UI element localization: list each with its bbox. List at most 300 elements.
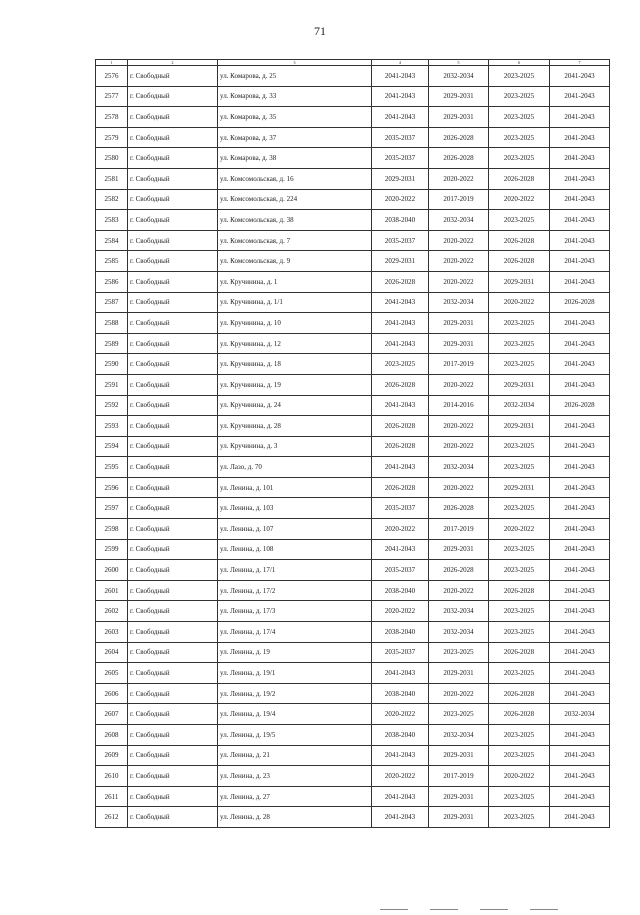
cell-address: ул. Кручинина, д. 1/1 bbox=[218, 292, 372, 313]
cell-address: ул. Кручинина, д. 19 bbox=[218, 374, 372, 395]
cell-row-number: 2584 bbox=[96, 230, 128, 251]
cell-period-col5: 2032-2034 bbox=[429, 622, 489, 643]
cell-period-col5: 2029-2031 bbox=[429, 107, 489, 128]
cell-address: ул. Лазо, д. 70 bbox=[218, 457, 372, 478]
cell-settlement: г. Свободный bbox=[128, 601, 218, 622]
cell-period-col6: 2023-2025 bbox=[489, 354, 550, 375]
cell-address: ул. Ленина, д. 19/4 bbox=[218, 704, 372, 725]
cell-settlement: г. Свободный bbox=[128, 807, 218, 828]
table-row bbox=[96, 725, 610, 746]
cell-row-number: 2599 bbox=[96, 539, 128, 560]
cell-period-col4: 2026-2028 bbox=[372, 374, 429, 395]
cell-address: ул. Ленина, д. 19 bbox=[218, 642, 372, 663]
cell-settlement: г. Свободный bbox=[128, 745, 218, 766]
cell-row-number: 2583 bbox=[96, 210, 128, 231]
cell-period-col5: 2020-2022 bbox=[429, 580, 489, 601]
cell-address: ул. Комсомольская, д. 224 bbox=[218, 189, 372, 210]
cell-period-col6: 2026-2028 bbox=[489, 230, 550, 251]
cell-settlement: г. Свободный bbox=[128, 148, 218, 169]
cell-settlement: г. Свободный bbox=[128, 704, 218, 725]
cell-period-col5: 2032-2034 bbox=[429, 601, 489, 622]
cell-address: ул. Кручинина, д. 18 bbox=[218, 354, 372, 375]
table-row bbox=[96, 292, 610, 313]
cell-period-col7: 2041-2043 bbox=[550, 601, 610, 622]
table-row bbox=[96, 601, 610, 622]
cell-period-col6: 2023-2025 bbox=[489, 498, 550, 519]
cell-settlement: г. Свободный bbox=[128, 498, 218, 519]
cell-period-col5: 2020-2022 bbox=[429, 230, 489, 251]
cell-row-number: 2595 bbox=[96, 457, 128, 478]
cell-row-number: 2579 bbox=[96, 127, 128, 148]
table-row bbox=[96, 560, 610, 581]
cell-address: ул. Ленина, д. 19/2 bbox=[218, 683, 372, 704]
cell-period-col6: 2023-2025 bbox=[489, 107, 550, 128]
cell-period-col6: 2023-2025 bbox=[489, 148, 550, 169]
cell-period-col4: 2020-2022 bbox=[372, 189, 429, 210]
cell-period-col7: 2026-2028 bbox=[550, 395, 610, 416]
cell-period-col5: 2014-2016 bbox=[429, 395, 489, 416]
table-row bbox=[96, 333, 610, 354]
cell-period-col5: 2029-2031 bbox=[429, 313, 489, 334]
cell-period-col4: 2041-2043 bbox=[372, 786, 429, 807]
cell-period-col4: 2038-2040 bbox=[372, 580, 429, 601]
cell-settlement: г. Свободный bbox=[128, 560, 218, 581]
cell-period-col5: 2020-2022 bbox=[429, 168, 489, 189]
cell-period-col4: 2020-2022 bbox=[372, 766, 429, 787]
table-row bbox=[96, 807, 610, 828]
cell-row-number: 2600 bbox=[96, 560, 128, 581]
cell-period-col5: 2017-2019 bbox=[429, 354, 489, 375]
cell-period-col5: 2029-2031 bbox=[429, 745, 489, 766]
table-row bbox=[96, 580, 610, 601]
cell-period-col4: 2020-2022 bbox=[372, 601, 429, 622]
cell-row-number: 2597 bbox=[96, 498, 128, 519]
cell-address: ул. Ленина, д. 23 bbox=[218, 766, 372, 787]
table-row bbox=[96, 127, 610, 148]
cell-settlement: г. Свободный bbox=[128, 127, 218, 148]
cell-period-col5: 2017-2019 bbox=[429, 766, 489, 787]
table-row bbox=[96, 416, 610, 437]
cell-period-col6: 2023-2025 bbox=[489, 786, 550, 807]
cell-address: ул. Комарова, д. 25 bbox=[218, 66, 372, 87]
cell-period-col6: 2023-2025 bbox=[489, 745, 550, 766]
cell-period-col5: 2029-2031 bbox=[429, 663, 489, 684]
cell-period-col4: 2041-2043 bbox=[372, 395, 429, 416]
table-row bbox=[96, 766, 610, 787]
cell-period-col6: 2026-2028 bbox=[489, 704, 550, 725]
column-header: 2 bbox=[128, 60, 218, 66]
cell-settlement: г. Свободный bbox=[128, 313, 218, 334]
cell-period-col7: 2032-2034 bbox=[550, 704, 610, 725]
cell-period-col4: 2020-2022 bbox=[372, 704, 429, 725]
cell-period-col6: 2020-2022 bbox=[489, 519, 550, 540]
cell-address: ул. Кручинина, д. 1 bbox=[218, 271, 372, 292]
cell-period-col4: 2026-2028 bbox=[372, 416, 429, 437]
cell-address: ул. Комсомольская, д. 38 bbox=[218, 210, 372, 231]
cell-period-col4: 2035-2037 bbox=[372, 148, 429, 169]
cell-period-col5: 2020-2022 bbox=[429, 271, 489, 292]
cell-period-col7: 2041-2043 bbox=[550, 189, 610, 210]
cell-settlement: г. Свободный bbox=[128, 168, 218, 189]
table-row bbox=[96, 395, 610, 416]
cell-period-col4: 2041-2043 bbox=[372, 663, 429, 684]
cell-period-col6: 2023-2025 bbox=[489, 560, 550, 581]
cell-period-col6: 2023-2025 bbox=[489, 622, 550, 643]
cell-row-number: 2609 bbox=[96, 745, 128, 766]
cell-period-col4: 2035-2037 bbox=[372, 230, 429, 251]
table-row bbox=[96, 86, 610, 107]
cell-period-col5: 2020-2022 bbox=[429, 374, 489, 395]
cell-period-col6: 2029-2031 bbox=[489, 374, 550, 395]
cell-row-number: 2607 bbox=[96, 704, 128, 725]
cell-address: ул. Ленина, д. 19/1 bbox=[218, 663, 372, 684]
cell-address: ул. Ленина, д. 103 bbox=[218, 498, 372, 519]
cell-period-col7: 2041-2043 bbox=[550, 271, 610, 292]
cell-address: ул. Ленина, д. 21 bbox=[218, 745, 372, 766]
cell-period-col7: 2041-2043 bbox=[550, 807, 610, 828]
cell-period-col6: 2023-2025 bbox=[489, 127, 550, 148]
cell-period-col6: 2026-2028 bbox=[489, 683, 550, 704]
table-row bbox=[96, 786, 610, 807]
cell-period-col4: 2041-2043 bbox=[372, 807, 429, 828]
column-header: 1 bbox=[96, 60, 128, 66]
cell-period-col6: 2023-2025 bbox=[489, 725, 550, 746]
cell-period-col7: 2041-2043 bbox=[550, 766, 610, 787]
cell-period-col7: 2041-2043 bbox=[550, 725, 610, 746]
cell-settlement: г. Свободный bbox=[128, 622, 218, 643]
cell-settlement: г. Свободный bbox=[128, 766, 218, 787]
cell-period-col5: 2032-2034 bbox=[429, 292, 489, 313]
cell-period-col5: 2017-2019 bbox=[429, 189, 489, 210]
cell-settlement: г. Свободный bbox=[128, 354, 218, 375]
cell-period-col6: 2023-2025 bbox=[489, 436, 550, 457]
footer-marks bbox=[380, 897, 610, 899]
cell-settlement: г. Свободный bbox=[128, 683, 218, 704]
cell-settlement: г. Свободный bbox=[128, 86, 218, 107]
cell-address: ул. Кручинина, д. 10 bbox=[218, 313, 372, 334]
cell-address: ул. Комарова, д. 33 bbox=[218, 86, 372, 107]
cell-row-number: 2578 bbox=[96, 107, 128, 128]
cell-period-col7: 2041-2043 bbox=[550, 168, 610, 189]
cell-period-col5: 2026-2028 bbox=[429, 560, 489, 581]
cell-period-col4: 2038-2040 bbox=[372, 683, 429, 704]
cell-period-col5: 2026-2028 bbox=[429, 498, 489, 519]
table-row bbox=[96, 539, 610, 560]
cell-address: ул. Ленина, д. 101 bbox=[218, 477, 372, 498]
cell-address: ул. Кручинина, д. 3 bbox=[218, 436, 372, 457]
cell-row-number: 2604 bbox=[96, 642, 128, 663]
cell-period-col7: 2041-2043 bbox=[550, 560, 610, 581]
cell-row-number: 2608 bbox=[96, 725, 128, 746]
table-row bbox=[96, 683, 610, 704]
cell-settlement: г. Свободный bbox=[128, 271, 218, 292]
table-row bbox=[96, 457, 610, 478]
cell-row-number: 2588 bbox=[96, 313, 128, 334]
cell-period-col7: 2041-2043 bbox=[550, 683, 610, 704]
cell-period-col4: 2041-2043 bbox=[372, 539, 429, 560]
cell-period-col4: 2035-2037 bbox=[372, 560, 429, 581]
table-row bbox=[96, 271, 610, 292]
footer-mark bbox=[530, 909, 558, 910]
cell-period-col7: 2041-2043 bbox=[550, 374, 610, 395]
cell-row-number: 2602 bbox=[96, 601, 128, 622]
cell-period-col5: 2032-2034 bbox=[429, 66, 489, 87]
cell-address: ул. Ленина, д. 27 bbox=[218, 786, 372, 807]
cell-period-col7: 2041-2043 bbox=[550, 313, 610, 334]
cell-period-col4: 2035-2037 bbox=[372, 642, 429, 663]
cell-address: ул. Кручинина, д. 24 bbox=[218, 395, 372, 416]
cell-period-col6: 2032-2034 bbox=[489, 395, 550, 416]
cell-period-col6: 2029-2031 bbox=[489, 416, 550, 437]
table-row bbox=[96, 622, 610, 643]
cell-settlement: г. Свободный bbox=[128, 663, 218, 684]
cell-settlement: г. Свободный bbox=[128, 251, 218, 272]
cell-settlement: г. Свободный bbox=[128, 292, 218, 313]
table-row bbox=[96, 498, 610, 519]
cell-period-col7: 2041-2043 bbox=[550, 127, 610, 148]
cell-address: ул. Ленина, д. 107 bbox=[218, 519, 372, 540]
cell-address: ул. Ленина, д. 17/1 bbox=[218, 560, 372, 581]
cell-period-col4: 2038-2040 bbox=[372, 725, 429, 746]
cell-period-col4: 2041-2043 bbox=[372, 66, 429, 87]
cell-row-number: 2581 bbox=[96, 168, 128, 189]
cell-period-col4: 2041-2043 bbox=[372, 86, 429, 107]
cell-period-col6: 2023-2025 bbox=[489, 86, 550, 107]
cell-period-col6: 2023-2025 bbox=[489, 539, 550, 560]
cell-settlement: г. Свободный bbox=[128, 539, 218, 560]
cell-address: ул. Ленина, д. 17/2 bbox=[218, 580, 372, 601]
cell-period-col6: 2026-2028 bbox=[489, 251, 550, 272]
cell-period-col6: 2023-2025 bbox=[489, 66, 550, 87]
cell-row-number: 2591 bbox=[96, 374, 128, 395]
cell-period-col7: 2041-2043 bbox=[550, 333, 610, 354]
cell-row-number: 2593 bbox=[96, 416, 128, 437]
cell-period-col6: 2026-2028 bbox=[489, 168, 550, 189]
cell-period-col7: 2041-2043 bbox=[550, 786, 610, 807]
column-header: 3 bbox=[218, 60, 372, 66]
cell-period-col5: 2032-2034 bbox=[429, 457, 489, 478]
cell-row-number: 2603 bbox=[96, 622, 128, 643]
cell-row-number: 2586 bbox=[96, 271, 128, 292]
cell-period-col5: 2020-2022 bbox=[429, 416, 489, 437]
cell-settlement: г. Свободный bbox=[128, 374, 218, 395]
housing-schedule-table bbox=[95, 59, 610, 828]
table-row bbox=[96, 436, 610, 457]
cell-period-col6: 2026-2028 bbox=[489, 580, 550, 601]
cell-settlement: г. Свободный bbox=[128, 210, 218, 231]
table-row bbox=[96, 663, 610, 684]
cell-period-col7: 2041-2043 bbox=[550, 251, 610, 272]
cell-settlement: г. Свободный bbox=[128, 642, 218, 663]
cell-row-number: 2594 bbox=[96, 436, 128, 457]
cell-row-number: 2585 bbox=[96, 251, 128, 272]
table-body bbox=[96, 60, 610, 828]
cell-period-col7: 2041-2043 bbox=[550, 436, 610, 457]
table-row bbox=[96, 251, 610, 272]
cell-period-col4: 2023-2025 bbox=[372, 354, 429, 375]
cell-row-number: 2582 bbox=[96, 189, 128, 210]
cell-period-col6: 2023-2025 bbox=[489, 807, 550, 828]
cell-row-number: 2592 bbox=[96, 395, 128, 416]
cell-period-col7: 2041-2043 bbox=[550, 663, 610, 684]
cell-period-col6: 2023-2025 bbox=[489, 313, 550, 334]
cell-period-col5: 2023-2025 bbox=[429, 704, 489, 725]
cell-period-col6: 2023-2025 bbox=[489, 601, 550, 622]
column-header: 5 bbox=[429, 60, 489, 66]
cell-row-number: 2587 bbox=[96, 292, 128, 313]
footer-mark bbox=[430, 909, 458, 910]
cell-period-col5: 2032-2034 bbox=[429, 210, 489, 231]
cell-period-col4: 2029-2031 bbox=[372, 168, 429, 189]
table-row bbox=[96, 704, 610, 725]
cell-period-col5: 2029-2031 bbox=[429, 807, 489, 828]
cell-period-col7: 2041-2043 bbox=[550, 580, 610, 601]
cell-period-col7: 2041-2043 bbox=[550, 539, 610, 560]
table-row bbox=[96, 745, 610, 766]
cell-period-col7: 2041-2043 bbox=[550, 519, 610, 540]
cell-address: ул. Ленина, д. 17/4 bbox=[218, 622, 372, 643]
cell-period-col4: 2041-2043 bbox=[372, 333, 429, 354]
cell-period-col6: 2020-2022 bbox=[489, 292, 550, 313]
table-row bbox=[96, 642, 610, 663]
cell-period-col4: 2038-2040 bbox=[372, 210, 429, 231]
cell-period-col7: 2041-2043 bbox=[550, 210, 610, 231]
table-row bbox=[96, 189, 610, 210]
table-row bbox=[96, 374, 610, 395]
cell-settlement: г. Свободный bbox=[128, 66, 218, 87]
cell-period-col7: 2041-2043 bbox=[550, 745, 610, 766]
cell-period-col6: 2020-2022 bbox=[489, 766, 550, 787]
cell-address: ул. Ленина, д. 19/5 bbox=[218, 725, 372, 746]
cell-settlement: г. Свободный bbox=[128, 457, 218, 478]
cell-period-col5: 2020-2022 bbox=[429, 251, 489, 272]
cell-period-col7: 2026-2028 bbox=[550, 292, 610, 313]
cell-row-number: 2611 bbox=[96, 786, 128, 807]
table-row bbox=[96, 354, 610, 375]
cell-period-col4: 2041-2043 bbox=[372, 745, 429, 766]
cell-period-col7: 2041-2043 bbox=[550, 66, 610, 87]
table-row bbox=[96, 477, 610, 498]
footer-mark bbox=[380, 909, 408, 910]
cell-period-col5: 2029-2031 bbox=[429, 786, 489, 807]
cell-period-col6: 2023-2025 bbox=[489, 210, 550, 231]
cell-period-col5: 2029-2031 bbox=[429, 86, 489, 107]
cell-address: ул. Комарова, д. 35 bbox=[218, 107, 372, 128]
cell-address: ул. Кручинина, д. 12 bbox=[218, 333, 372, 354]
cell-settlement: г. Свободный bbox=[128, 786, 218, 807]
cell-period-col7: 2041-2043 bbox=[550, 457, 610, 478]
cell-address: ул. Комсомольская, д. 16 bbox=[218, 168, 372, 189]
cell-settlement: г. Свободный bbox=[128, 189, 218, 210]
cell-settlement: г. Свободный bbox=[128, 725, 218, 746]
cell-address: ул. Комарова, д. 37 bbox=[218, 127, 372, 148]
cell-settlement: г. Свободный bbox=[128, 230, 218, 251]
table-row bbox=[96, 210, 610, 231]
cell-period-col7: 2041-2043 bbox=[550, 354, 610, 375]
cell-period-col4: 2020-2022 bbox=[372, 519, 429, 540]
cell-period-col4: 2026-2028 bbox=[372, 436, 429, 457]
cell-period-col6: 2023-2025 bbox=[489, 457, 550, 478]
cell-settlement: г. Свободный bbox=[128, 580, 218, 601]
cell-row-number: 2596 bbox=[96, 477, 128, 498]
cell-period-col4: 2041-2043 bbox=[372, 292, 429, 313]
cell-period-col7: 2041-2043 bbox=[550, 148, 610, 169]
cell-period-col5: 2032-2034 bbox=[429, 725, 489, 746]
table-row bbox=[96, 66, 610, 87]
cell-address: ул. Ленина, д. 108 bbox=[218, 539, 372, 560]
table-row bbox=[96, 313, 610, 334]
cell-row-number: 2610 bbox=[96, 766, 128, 787]
footer-mark bbox=[480, 909, 508, 910]
table-row bbox=[96, 519, 610, 540]
cell-address: ул. Ленина, д. 28 bbox=[218, 807, 372, 828]
cell-address: ул. Ленина, д. 17/3 bbox=[218, 601, 372, 622]
cell-address: ул. Комарова, д. 38 bbox=[218, 148, 372, 169]
cell-period-col6: 2020-2022 bbox=[489, 189, 550, 210]
cell-settlement: г. Свободный bbox=[128, 519, 218, 540]
table-row bbox=[96, 107, 610, 128]
cell-settlement: г. Свободный bbox=[128, 477, 218, 498]
cell-settlement: г. Свободный bbox=[128, 436, 218, 457]
cell-row-number: 2605 bbox=[96, 663, 128, 684]
cell-settlement: г. Свободный bbox=[128, 107, 218, 128]
cell-period-col6: 2026-2028 bbox=[489, 642, 550, 663]
cell-period-col7: 2041-2043 bbox=[550, 107, 610, 128]
cell-period-col5: 2020-2022 bbox=[429, 477, 489, 498]
table-row bbox=[96, 148, 610, 169]
cell-period-col7: 2041-2043 bbox=[550, 642, 610, 663]
cell-period-col5: 2029-2031 bbox=[429, 333, 489, 354]
cell-row-number: 2580 bbox=[96, 148, 128, 169]
cell-period-col4: 2026-2028 bbox=[372, 477, 429, 498]
cell-row-number: 2590 bbox=[96, 354, 128, 375]
cell-settlement: г. Свободный bbox=[128, 416, 218, 437]
cell-period-col4: 2041-2043 bbox=[372, 313, 429, 334]
cell-period-col7: 2041-2043 bbox=[550, 230, 610, 251]
cell-row-number: 2606 bbox=[96, 683, 128, 704]
cell-period-col4: 2038-2040 bbox=[372, 622, 429, 643]
table-row bbox=[96, 230, 610, 251]
cell-address: ул. Кручинина, д. 28 bbox=[218, 416, 372, 437]
cell-period-col6: 2029-2031 bbox=[489, 477, 550, 498]
page-number: 71 bbox=[314, 24, 326, 38]
cell-period-col4: 2026-2028 bbox=[372, 271, 429, 292]
cell-period-col5: 2023-2025 bbox=[429, 642, 489, 663]
cell-period-col4: 2041-2043 bbox=[372, 457, 429, 478]
cell-period-col5: 2029-2031 bbox=[429, 539, 489, 560]
cell-period-col5: 2026-2028 bbox=[429, 127, 489, 148]
cell-address: ул. Комсомольская, д. 9 bbox=[218, 251, 372, 272]
cell-address: ул. Комсомольская, д. 7 bbox=[218, 230, 372, 251]
table-row bbox=[96, 168, 610, 189]
cell-row-number: 2612 bbox=[96, 807, 128, 828]
cell-period-col7: 2041-2043 bbox=[550, 622, 610, 643]
cell-row-number: 2589 bbox=[96, 333, 128, 354]
column-header: 7 bbox=[550, 60, 610, 66]
column-header: 6 bbox=[489, 60, 550, 66]
cell-period-col5: 2026-2028 bbox=[429, 148, 489, 169]
cell-row-number: 2598 bbox=[96, 519, 128, 540]
cell-period-col5: 2017-2019 bbox=[429, 519, 489, 540]
cell-period-col6: 2029-2031 bbox=[489, 271, 550, 292]
cell-period-col4: 2035-2037 bbox=[372, 127, 429, 148]
cell-row-number: 2576 bbox=[96, 66, 128, 87]
cell-period-col6: 2023-2025 bbox=[489, 333, 550, 354]
cell-period-col4: 2029-2031 bbox=[372, 251, 429, 272]
cell-period-col5: 2020-2022 bbox=[429, 683, 489, 704]
cell-row-number: 2601 bbox=[96, 580, 128, 601]
cell-period-col6: 2023-2025 bbox=[489, 663, 550, 684]
